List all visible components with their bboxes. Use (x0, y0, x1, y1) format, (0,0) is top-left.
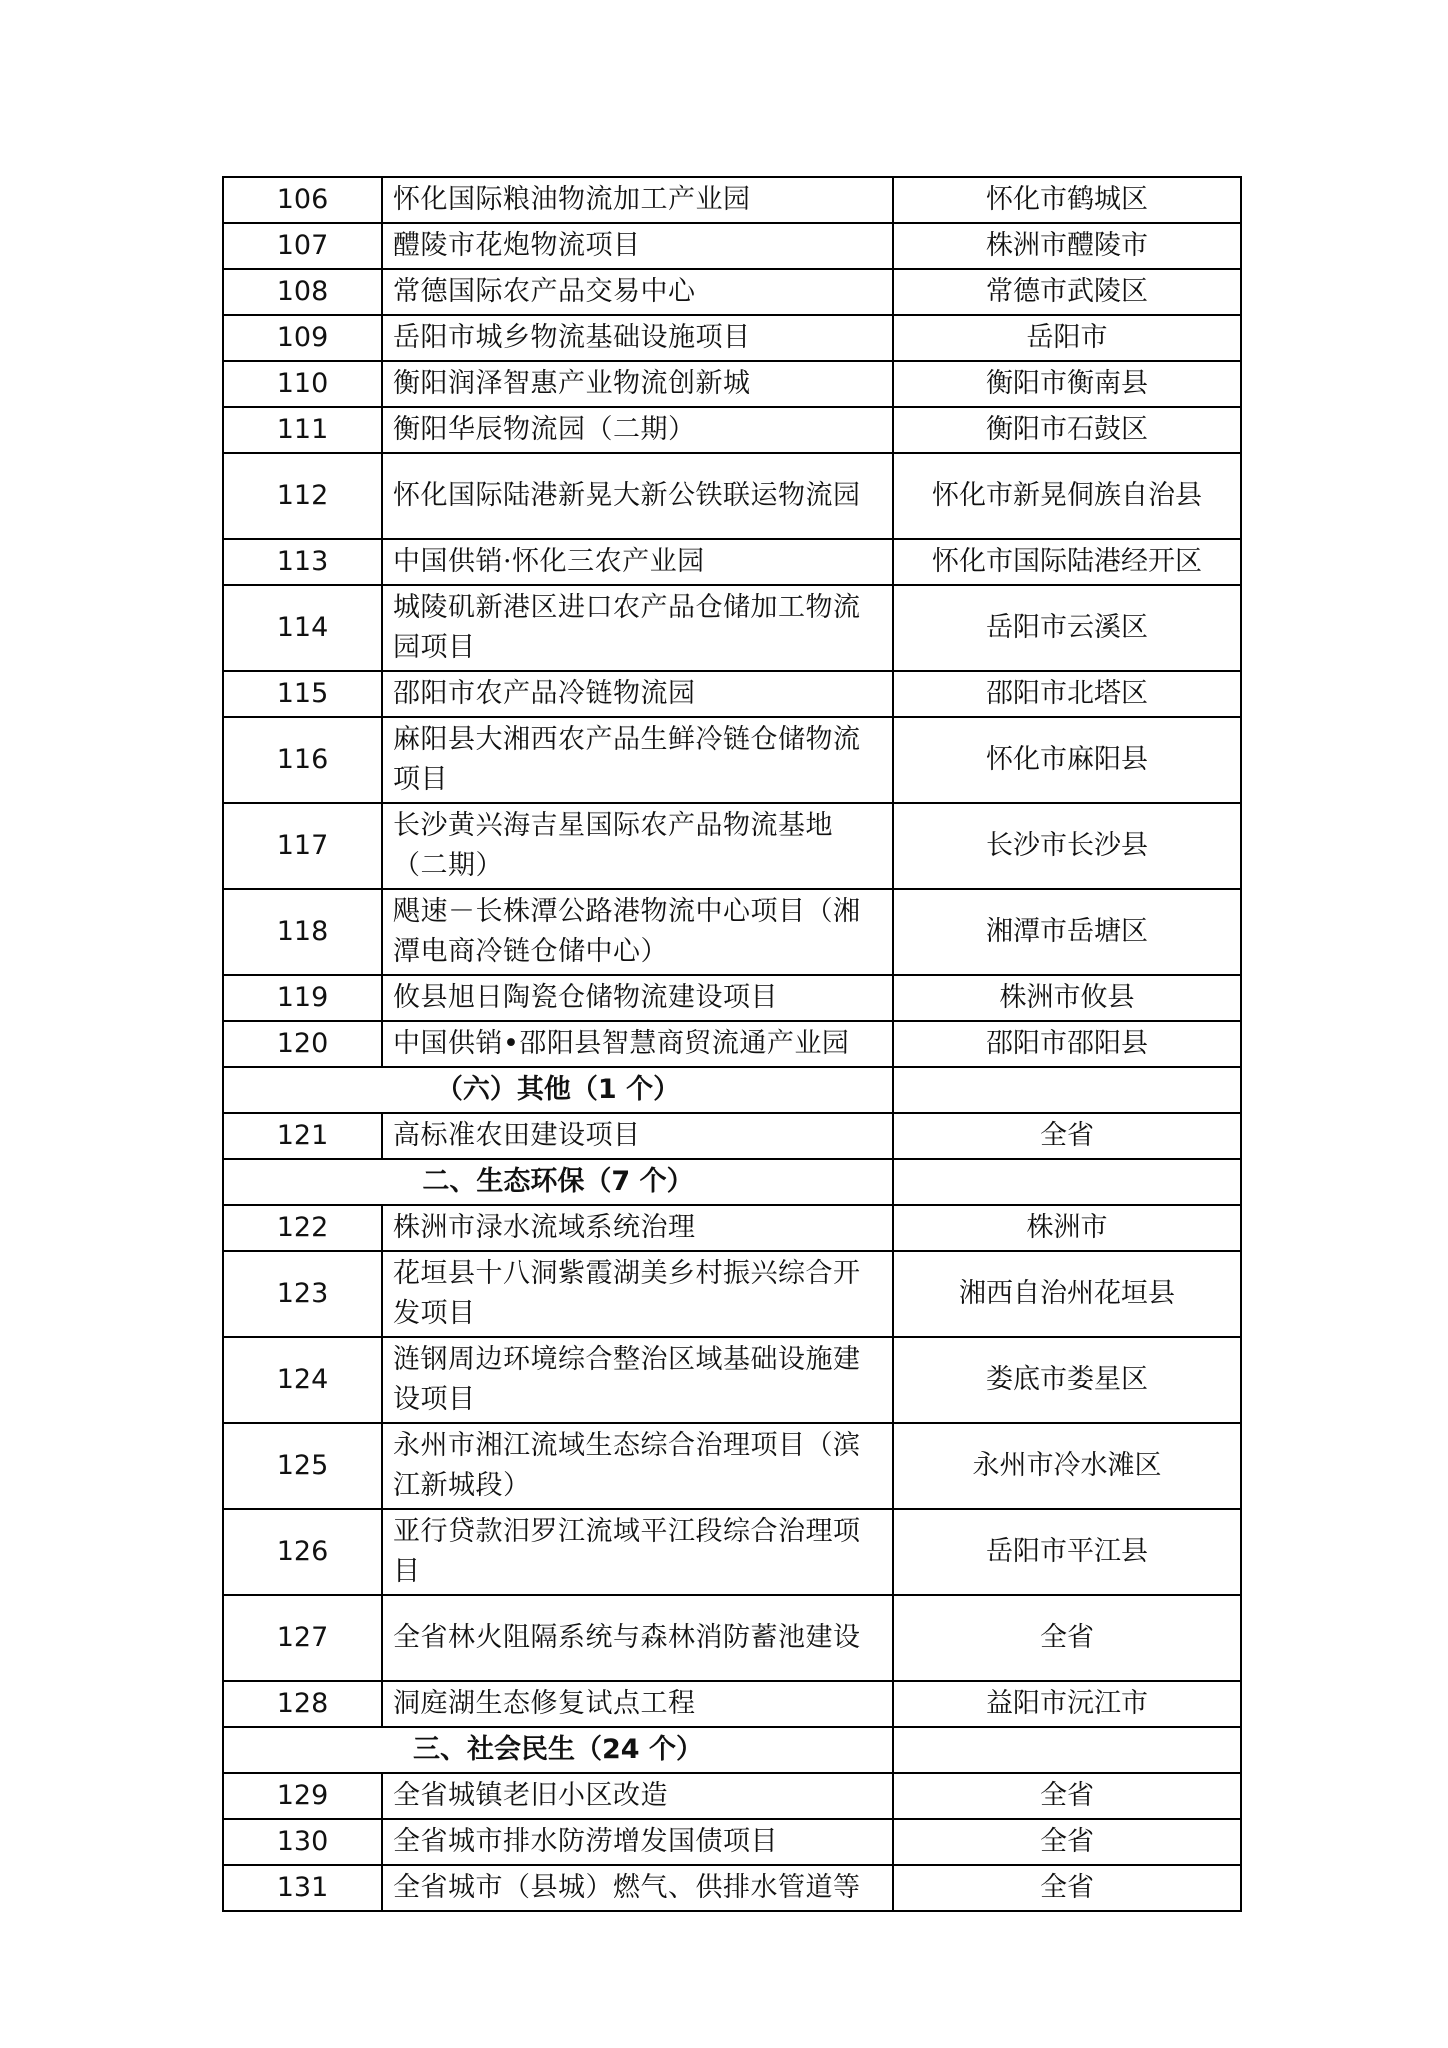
project-location: 娄底市娄星区 (893, 1337, 1241, 1423)
row-number: 124 (223, 1337, 382, 1423)
row-number: 131 (223, 1865, 382, 1911)
table-row (223, 269, 1241, 315)
row-number: 113 (223, 539, 382, 585)
project-location: 益阳市沅江市 (893, 1681, 1241, 1727)
project-location: 株洲市醴陵市 (893, 223, 1241, 269)
project-location: 常德市武陵区 (893, 269, 1241, 315)
project-name: 邵阳市农产品冷链物流园 (382, 671, 893, 717)
table-row (223, 889, 1241, 975)
project-name: 攸县旭日陶瓷仓储物流建设项目 (382, 975, 893, 1021)
project-location: 怀化市麻阳县 (893, 717, 1241, 803)
row-number: 120 (223, 1021, 382, 1067)
table-row (223, 315, 1241, 361)
project-table-body (223, 177, 1241, 1911)
table-row (223, 361, 1241, 407)
project-name: 高标准农田建设项目 (382, 1113, 893, 1159)
row-number: 110 (223, 361, 382, 407)
table-row (223, 975, 1241, 1021)
table-row (223, 539, 1241, 585)
row-number: 116 (223, 717, 382, 803)
project-name: 麻阳县大湘西农产品生鲜冷链仓储物流项目 (382, 717, 893, 803)
project-name: 花垣县十八洞紫霞湖美乡村振兴综合开发项目 (382, 1251, 893, 1337)
section-title: 三、社会民生（24 个） (223, 1727, 893, 1773)
section-title: （六）其他（1 个） (223, 1067, 893, 1113)
project-location: 怀化市鹤城区 (893, 177, 1241, 223)
table-row (223, 585, 1241, 671)
table-row (223, 1021, 1241, 1067)
section-empty-cell (893, 1067, 1241, 1113)
project-name: 涟钢周边环境综合整治区域基础设施建设项目 (382, 1337, 893, 1423)
project-location: 岳阳市云溪区 (893, 585, 1241, 671)
table-row (223, 1819, 1241, 1865)
project-name: 全省城镇老旧小区改造 (382, 1773, 893, 1819)
row-number: 111 (223, 407, 382, 453)
table-row (223, 1205, 1241, 1251)
project-location: 全省 (893, 1595, 1241, 1681)
row-number: 127 (223, 1595, 382, 1681)
table-row (223, 1865, 1241, 1911)
table-row (223, 671, 1241, 717)
project-name: 常德国际农产品交易中心 (382, 269, 893, 315)
project-name: 中国供销•邵阳县智慧商贸流通产业园 (382, 1021, 893, 1067)
project-location: 株洲市 (893, 1205, 1241, 1251)
project-location: 邵阳市北塔区 (893, 671, 1241, 717)
row-number: 109 (223, 315, 382, 361)
table-row (223, 1423, 1241, 1509)
table-row (223, 1251, 1241, 1337)
table-row (223, 1773, 1241, 1819)
row-number: 125 (223, 1423, 382, 1509)
project-location: 岳阳市 (893, 315, 1241, 361)
project-location: 衡阳市衡南县 (893, 361, 1241, 407)
project-name: 洞庭湖生态修复试点工程 (382, 1681, 893, 1727)
project-name: 衡阳润泽智惠产业物流创新城 (382, 361, 893, 407)
row-number: 123 (223, 1251, 382, 1337)
row-number: 130 (223, 1819, 382, 1865)
project-location: 岳阳市平江县 (893, 1509, 1241, 1595)
project-name: 怀化国际粮油物流加工产业园 (382, 177, 893, 223)
project-name: 永州市湘江流域生态综合治理项目（滨江新城段） (382, 1423, 893, 1509)
section-header-row (223, 1727, 1241, 1773)
project-location: 株洲市攸县 (893, 975, 1241, 1021)
project-name: 中国供销·怀化三农产业园 (382, 539, 893, 585)
table-row (223, 1595, 1241, 1681)
project-location: 全省 (893, 1819, 1241, 1865)
section-empty-cell (893, 1727, 1241, 1773)
project-location: 邵阳市邵阳县 (893, 1021, 1241, 1067)
project-location: 长沙市长沙县 (893, 803, 1241, 889)
table-row (223, 453, 1241, 539)
row-number: 119 (223, 975, 382, 1021)
table-row (223, 177, 1241, 223)
project-name: 怀化国际陆港新晃大新公铁联运物流园 (382, 453, 893, 539)
table-row (223, 1681, 1241, 1727)
section-title: 二、生态环保（7 个） (223, 1159, 893, 1205)
project-name: 城陵矶新港区进口农产品仓储加工物流园项目 (382, 585, 893, 671)
row-number: 129 (223, 1773, 382, 1819)
section-header-row (223, 1067, 1241, 1113)
row-number: 117 (223, 803, 382, 889)
project-location: 湘潭市岳塘区 (893, 889, 1241, 975)
project-name: 飓速－长株潭公路港物流中心项目（湘潭电商冷链仓储中心） (382, 889, 893, 975)
row-number: 122 (223, 1205, 382, 1251)
project-name: 株洲市渌水流域系统治理 (382, 1205, 893, 1251)
row-number: 115 (223, 671, 382, 717)
row-number: 128 (223, 1681, 382, 1727)
table-row (223, 1337, 1241, 1423)
project-name: 亚行贷款汨罗江流域平江段综合治理项目 (382, 1509, 893, 1595)
project-location: 全省 (893, 1773, 1241, 1819)
project-name: 醴陵市花炮物流项目 (382, 223, 893, 269)
table-row (223, 1113, 1241, 1159)
row-number: 112 (223, 453, 382, 539)
project-location: 全省 (893, 1113, 1241, 1159)
project-table (222, 176, 1242, 1912)
project-location: 衡阳市石鼓区 (893, 407, 1241, 453)
row-number: 121 (223, 1113, 382, 1159)
project-name: 长沙黄兴海吉星国际农产品物流基地（二期） (382, 803, 893, 889)
project-name: 全省林火阻隔系统与森林消防蓄池建设 (382, 1595, 893, 1681)
row-number: 114 (223, 585, 382, 671)
row-number: 126 (223, 1509, 382, 1595)
project-name: 全省城市排水防涝增发国债项目 (382, 1819, 893, 1865)
section-empty-cell (893, 1159, 1241, 1205)
row-number: 108 (223, 269, 382, 315)
project-location: 永州市冷水滩区 (893, 1423, 1241, 1509)
row-number: 118 (223, 889, 382, 975)
table-row (223, 223, 1241, 269)
project-location: 全省 (893, 1865, 1241, 1911)
project-location: 怀化市新晃侗族自治县 (893, 453, 1241, 539)
table-row (223, 803, 1241, 889)
table-row (223, 1509, 1241, 1595)
row-number: 107 (223, 223, 382, 269)
project-name: 全省城市（县城）燃气、供排水管道等 (382, 1865, 893, 1911)
project-location: 湘西自治州花垣县 (893, 1251, 1241, 1337)
row-number: 106 (223, 177, 382, 223)
section-header-row (223, 1159, 1241, 1205)
project-name: 衡阳华辰物流园（二期） (382, 407, 893, 453)
table-row (223, 407, 1241, 453)
project-name: 岳阳市城乡物流基础设施项目 (382, 315, 893, 361)
project-location: 怀化市国际陆港经开区 (893, 539, 1241, 585)
table-row (223, 717, 1241, 803)
